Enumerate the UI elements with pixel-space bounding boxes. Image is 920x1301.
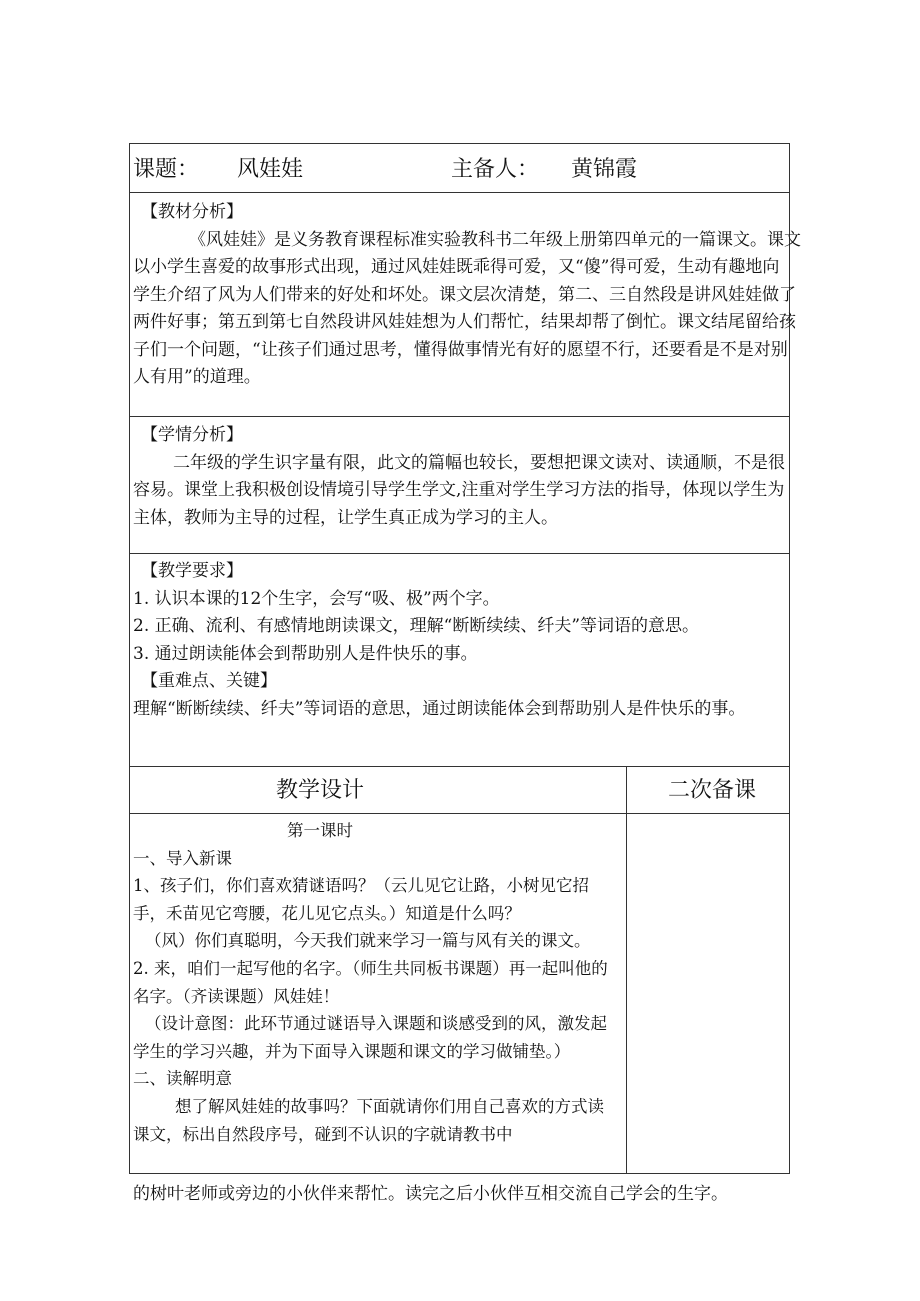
topic-value: 风娃娃 (237, 157, 304, 182)
divider-textbook-analysis (129, 416, 790, 417)
topic-label: 课题： (133, 157, 200, 182)
textbook-analysis-section (133, 199, 801, 392)
student-analysis-heading: 【学情分析】 (141, 425, 243, 445)
preparer-value: 黄锦霞 (571, 157, 638, 182)
column-divider (626, 766, 627, 1174)
design-line: 二、读解明意 (133, 1069, 232, 1089)
design-line: 手，禾苗见它弯腰，花儿见它点头。）知道是什么吗？ (133, 903, 521, 923)
textbook-analysis-line: 以小学生喜爱的故事形式出现，通过风娃娃既乖得可爱，又“傻”得可爱，生动有趣地向 (133, 257, 780, 277)
student-analysis-line: 二年级的学生识字量有限，此文的篇幅也较长，要想把课文读对、读通顺，不是很 (173, 452, 785, 473)
design-line: 名字。（齐读课题）风娃娃！ (133, 986, 340, 1006)
design-line: 1、孩子们，你们喜欢猜谜语吗？（云儿见它让路，小树见它招 (133, 876, 589, 896)
design-line: 2. 来，咱们一起写他的名字。（师生共同板书课题）再一起叫他的 (133, 958, 608, 978)
requirements-section (133, 558, 789, 723)
key-points-heading: 【重难点、关键】 (141, 671, 277, 691)
key-points-text: 理解“断断续续、纤夫”等词语的意思，通过朗读能体会到帮助别人是件快乐的事。 (133, 698, 746, 719)
design-line: 学生的学习兴趣，并为下面导入课题和课文的学习做铺垫。） (133, 1041, 571, 1061)
requirement-item: 3. 通过朗读能体会到帮助别人是件快乐的事。 (133, 643, 478, 664)
requirements-heading: 【教学要求】 (141, 561, 243, 581)
design-column-title: 教学设计 (276, 778, 365, 803)
textbook-analysis-heading: 【教材分析】 (141, 202, 243, 222)
divider-student-analysis (129, 553, 790, 554)
textbook-analysis-line: 子们一个问题，“让孩子们通过思考，懂得做事情光有好的愿望不行，还要看是不是对别 (133, 339, 788, 360)
continuation-text: 的树叶老师或旁边的小伙伴来帮忙。读完之后小伙伴互相交流自己学会的生字。 (133, 1184, 728, 1204)
design-line: 课文，标出自然段序号，碰到不认识的字就请教书中 (133, 1124, 513, 1144)
textbook-analysis-line: 学生介绍了风为人们带来的好处和坏处。课文层次清楚，第二、三自然段是讲风娃娃做了 (133, 284, 796, 305)
design-line: （风）你们真聪明，今天我们就来学习一篇与风有关的课文。 (145, 931, 591, 951)
design-content (133, 817, 623, 1148)
requirement-item: 1. 认识本课的12个生字，会写“吸、极”两个字。 (133, 588, 500, 609)
requirement-item: 2. 正确、流利、有感情地朗读课文，理解“断断续续、纤夫”等词语的意思。 (133, 616, 700, 636)
textbook-analysis-line: 《风娃娃》是义务教育课程标准实验教科书二年级上册第四单元的一篇课文。课文 (189, 229, 801, 250)
lesson-period-title: 第一课时 (287, 821, 353, 840)
design-line: 想了解风娃娃的故事吗？下面就请你们用自己喜欢的方式读 (175, 1096, 604, 1116)
student-analysis-line: 主体，教师为主导的过程，让学生真正成为学习的主人。 (133, 507, 558, 528)
divider-requirements (129, 766, 790, 767)
student-analysis-line: 容易。课堂上我积极创设情境引导学生学文,注重对学生学习方法的指导，体现以学生为 (133, 480, 785, 500)
textbook-analysis-line: 两件好事；第五到第七自然段讲风娃娃想为人们帮忙，结果却帮了倒忙。课文结尾留给孩 (133, 312, 796, 332)
divider-header (129, 192, 790, 193)
preparer-label: 主备人： (451, 157, 540, 182)
textbook-analysis-line: 人有用”的道理。 (133, 367, 261, 387)
design-line: （设计意图：此环节通过谜语导入课题和谈感受到的风，激发起 (145, 1014, 607, 1034)
divider-design-header (129, 813, 790, 814)
student-analysis-section (133, 422, 789, 532)
design-line: 一、导入新课 (133, 848, 232, 868)
second-prep-column-title: 二次备课 (668, 778, 757, 803)
